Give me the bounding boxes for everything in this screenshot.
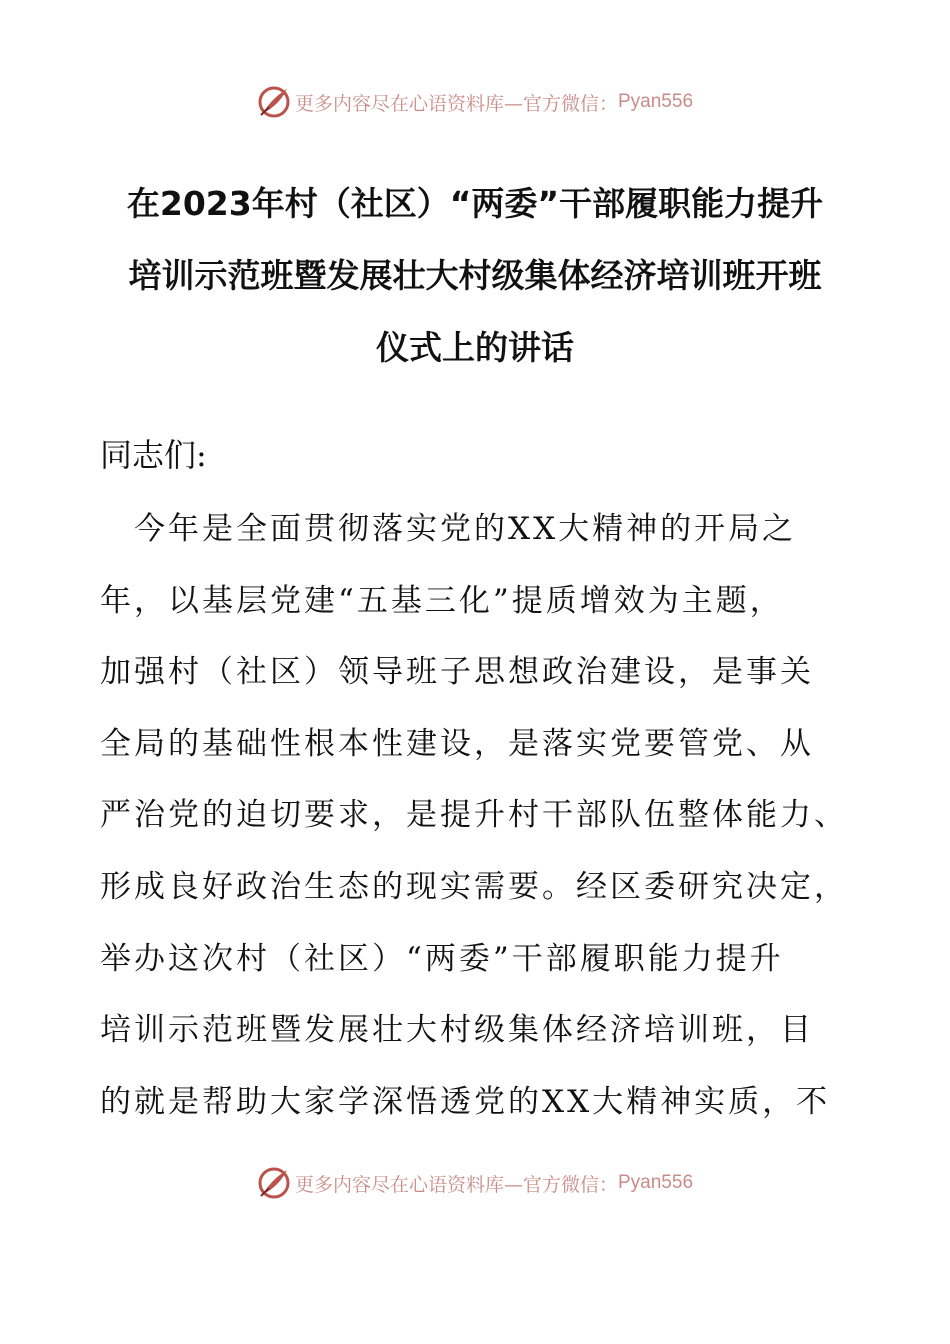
- body-line: 培训示范班暨发展壮大村级集体经济培训班，目: [100, 1012, 814, 1049]
- watermark-wechat-id: Pyan556: [618, 1172, 694, 1193]
- watermark-text: 更多内容尽在心语资料库—官方微信：: [294, 1173, 618, 1196]
- document-title: [90, 168, 860, 384]
- header-watermark: [0, 82, 950, 122]
- watermark-text: 更多内容尽在心语资料库—官方微信：: [294, 92, 618, 115]
- quill-logo-icon: [257, 85, 291, 119]
- body-line: 全局的基础性根本性建设，是落实党要管党、从: [100, 725, 814, 762]
- footer-watermark: [0, 1163, 950, 1203]
- body-line: 加强村（社区）领导班子思想政治建设，是事关: [100, 654, 814, 691]
- body-line: 今年是全面贯彻落实党的XX大精神的开局之: [100, 511, 797, 547]
- body-line: 年，以基层党建“五基三化”提质增效为主题，: [100, 582, 784, 619]
- title-line: 在2023年村（社区）“两委”干部履职能力提升: [126, 184, 824, 223]
- watermark-wechat-id: Pyan556: [618, 91, 694, 112]
- title-line: 培训示范班暨发展壮大村级集体经济培训班开班: [128, 256, 822, 295]
- title-line: 仪式上的讲话: [376, 328, 574, 367]
- quill-logo-icon: [257, 1166, 291, 1200]
- body-line: 举办这次村（社区）“两委”干部履职能力提升: [100, 940, 784, 977]
- body-line: 的就是帮助大家学深悟透党的XX大精神实质，不: [100, 1083, 831, 1120]
- body-line: 严治党的迫切要求，是提升村干部队伍整体能力、: [100, 797, 848, 834]
- body-paragraph: [100, 494, 890, 1138]
- body-line: 形成良好政治生态的现实需要。经区委研究决定，: [100, 868, 848, 905]
- greeting: 同志们:: [100, 436, 207, 474]
